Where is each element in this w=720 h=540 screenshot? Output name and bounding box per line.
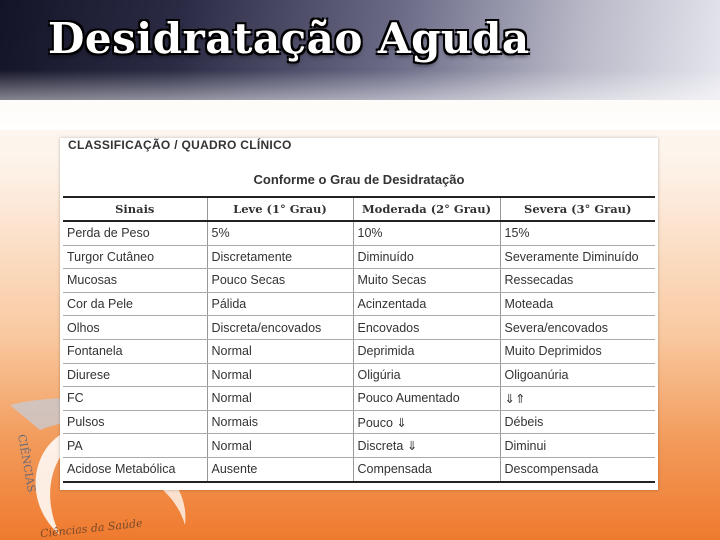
column-header: Sinais bbox=[63, 197, 207, 221]
column-header: Moderada (2° Grau) bbox=[353, 197, 500, 221]
table-cell: Mucosas bbox=[63, 269, 207, 293]
dehydration-table bbox=[63, 196, 655, 483]
table-row bbox=[63, 316, 655, 340]
table-cell: Pálida bbox=[207, 292, 353, 316]
column-header: Severa (3° Grau) bbox=[500, 197, 655, 221]
table-cell: Débeis bbox=[500, 410, 655, 434]
table-cell: Diurese bbox=[63, 363, 207, 387]
table-cell: Severa/encovados bbox=[500, 316, 655, 340]
table-cell: Cor da Pele bbox=[63, 292, 207, 316]
table-row bbox=[63, 221, 655, 245]
scanned-table-document bbox=[60, 138, 658, 490]
table-cell: 10% bbox=[353, 221, 500, 245]
table-cell: Muito Secas bbox=[353, 269, 500, 293]
table-row bbox=[63, 269, 655, 293]
document-heading: CLASSIFICAÇÃO / QUADRO CLÍNICO bbox=[68, 138, 292, 152]
slide-title: Desidratação Aguda bbox=[48, 14, 530, 63]
table-cell: Compensada bbox=[353, 457, 500, 481]
table-cell: FC bbox=[63, 387, 207, 411]
table-cell: Ausente bbox=[207, 457, 353, 481]
table-cell: Turgor Cutâneo bbox=[63, 245, 207, 269]
table-cell: Fontanela bbox=[63, 339, 207, 363]
table-cell: Discreta ⇓ bbox=[353, 434, 500, 458]
logo-caption: Ciências da Saúde bbox=[39, 516, 144, 540]
table-row bbox=[63, 363, 655, 387]
table-row bbox=[63, 457, 655, 481]
table-cell: ⇓⇑ bbox=[500, 387, 655, 411]
table-cell: Acidose Metabólica bbox=[63, 457, 207, 481]
table-cell: Deprimida bbox=[353, 339, 500, 363]
table-row bbox=[63, 292, 655, 316]
table-cell: Moteada bbox=[500, 292, 655, 316]
table-cell: Normal bbox=[207, 363, 353, 387]
column-header: Leve (1° Grau) bbox=[207, 197, 353, 221]
table-cell: Normal bbox=[207, 339, 353, 363]
table-row bbox=[63, 434, 655, 458]
svg-text:CIÊNCIAS: CIÊNCIAS bbox=[15, 433, 39, 494]
table-cell: Perda de Peso bbox=[63, 221, 207, 245]
table-cell: Encovados bbox=[353, 316, 500, 340]
table-cell: Normal bbox=[207, 434, 353, 458]
table-cell: 15% bbox=[500, 221, 655, 245]
table-header-row bbox=[63, 197, 655, 221]
header-fade bbox=[0, 70, 720, 130]
table-cell: Oligúria bbox=[353, 363, 500, 387]
table-cell: Pouco Secas bbox=[207, 269, 353, 293]
table-cell: Normais bbox=[207, 410, 353, 434]
table-cell: Acinzentada bbox=[353, 292, 500, 316]
table-cell: Normal bbox=[207, 387, 353, 411]
table-cell: Muito Deprimidos bbox=[500, 339, 655, 363]
table-cell: Oligoanúria bbox=[500, 363, 655, 387]
table-row bbox=[63, 245, 655, 269]
table-cell: Diminui bbox=[500, 434, 655, 458]
document-subheading: Conforme o Grau de Desidratação bbox=[253, 172, 465, 187]
table-cell: Pulsos bbox=[63, 410, 207, 434]
table-cell: 5% bbox=[207, 221, 353, 245]
table-row bbox=[63, 387, 655, 411]
table-cell: Ressecadas bbox=[500, 269, 655, 293]
table-row bbox=[63, 339, 655, 363]
table-row bbox=[63, 410, 655, 434]
table-cell: Descompensada bbox=[500, 457, 655, 481]
table-cell: Discreta/encovados bbox=[207, 316, 353, 340]
table-cell: Diminuído bbox=[353, 245, 500, 269]
table-cell: Severamente Diminuído bbox=[500, 245, 655, 269]
table-cell: Pouco Aumentado bbox=[353, 387, 500, 411]
table-cell: Olhos bbox=[63, 316, 207, 340]
table-cell: Discretamente bbox=[207, 245, 353, 269]
table-cell: Pouco ⇓ bbox=[353, 410, 500, 434]
table-cell: PA bbox=[63, 434, 207, 458]
